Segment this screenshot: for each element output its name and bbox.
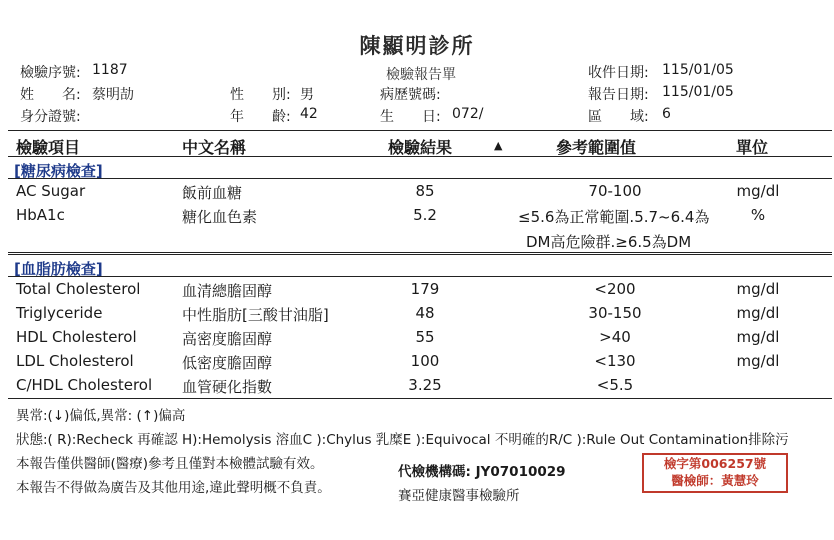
section-rule [8,178,832,179]
col-header-result: 檢驗結果 [388,138,453,157]
disclaimer-line2: 本報告不得做為廣告及其他用途,違此聲明概不負責。 [16,480,331,496]
row-unit: % [750,206,766,224]
row-item: Total Cholesterol [16,280,141,298]
stamp-inspector: 醫檢師：黃慧玲 [671,473,759,488]
report-title: 檢驗報告單 [386,67,456,83]
gender-value: 男 [300,87,314,103]
serial-value: 1187 [92,62,128,78]
received-label: 收件日期: [588,65,649,81]
row-chinese: 飯前血糖 [182,184,243,202]
row-result: 85 [415,182,435,200]
row-reference: 30-150 [588,304,642,322]
row-result: 5.2 [413,206,437,224]
serial-label: 檢驗序號: [20,65,81,81]
abnormal-legend: 異常:(↓)偏低,異常: (↑)偏高 [16,408,186,424]
row-chinese: 中性脂肪[三酸甘油脂] [182,306,329,324]
disclaimer-line1: 本報告僅供醫師(醫療)參考且僅對本檢體試驗有效。 [16,456,324,472]
row-reference: <200 [594,280,636,298]
row-result: 48 [415,304,435,322]
age-value: 42 [300,106,318,122]
row-chinese: 糖化血色素 [182,208,258,226]
row-item: AC Sugar [16,182,86,200]
region-label: 區 域: [588,109,649,125]
row-reference: 70-100 [588,182,642,200]
received-value: 115/01/05 [662,62,734,78]
id-label: 身分證號: [20,109,81,125]
name-value: 蔡明劼 [92,87,134,103]
row-unit: mg/dl [736,352,780,370]
table-top-rule [8,130,832,131]
row-unit: mg/dl [736,280,780,298]
col-header-unit: 單位 [736,138,769,157]
row-result: 3.25 [408,376,442,394]
triangle-icon: ▲ [494,139,503,152]
row-unit: mg/dl [736,182,780,200]
agency-name: 賽亞健康醫事檢驗所 [398,488,520,504]
row-result: 179 [410,280,440,298]
report-date-value: 115/01/05 [662,84,734,100]
row-reference: >40 [599,328,631,346]
col-header-reference: 參考範圍值 [556,138,637,157]
row-item: Triglyceride [16,304,103,322]
table-bottom-rule [8,398,832,399]
report-date-label: 報告日期: [588,87,649,103]
name-label: 姓 名: [20,87,81,103]
row-reference: ≤5.6為正常範圍.5.7~6.4為 [518,208,710,226]
agency-code: 代檢機構碼: JY07010029 [398,464,566,480]
section-divider [8,252,832,255]
row-chinese: 血管硬化指數 [182,378,273,396]
row-chinese: 高密度膽固醇 [182,330,273,348]
row-item: HDL Cholesterol [16,328,137,346]
age-label: 年 齡: [230,109,291,125]
col-header-chinese: 中文名稱 [182,138,247,157]
inspector-stamp [642,453,788,493]
birth-label: 生 日: [380,109,441,125]
birth-value: 072/ [452,106,484,122]
row-reference: <130 [594,352,636,370]
row-result: 55 [415,328,435,346]
gender-label: 性 別: [230,87,291,103]
row-item: C/HDL Cholesterol [16,376,153,394]
row-chinese: 血清總膽固醇 [182,282,273,300]
region-value: 6 [662,106,671,122]
table-header-rule [8,156,832,157]
row-reference: <5.5 [596,376,634,394]
row-chinese: 低密度膽固醇 [182,354,273,372]
clinic-name: 陳顯明診所 [359,34,475,58]
row-unit: mg/dl [736,328,780,346]
section-rule [8,276,832,277]
col-header-item: 檢驗項目 [16,138,81,157]
status-legend: 狀態:( R):Recheck 再確認 H):Hemolysis 溶血C ):Chylus 乳糜E ):Equivocal 不明確的R/C ):Rule Out Contamination排除污 [16,432,789,448]
row-result: 100 [410,352,440,370]
row-reference-line2: DM高危險群.≥6.5為DM [526,233,692,251]
section-title-diabetes: [糖尿病檢查] [14,162,103,180]
row-item: HbA1c [16,206,65,224]
section-title-lipids: [血脂肪檢查] [14,260,103,278]
row-item: LDL Cholesterol [16,352,134,370]
row-unit: mg/dl [736,304,780,322]
record-label: 病歷號碼: [380,87,441,103]
stamp-license: 檢字第006257號 [663,456,767,471]
